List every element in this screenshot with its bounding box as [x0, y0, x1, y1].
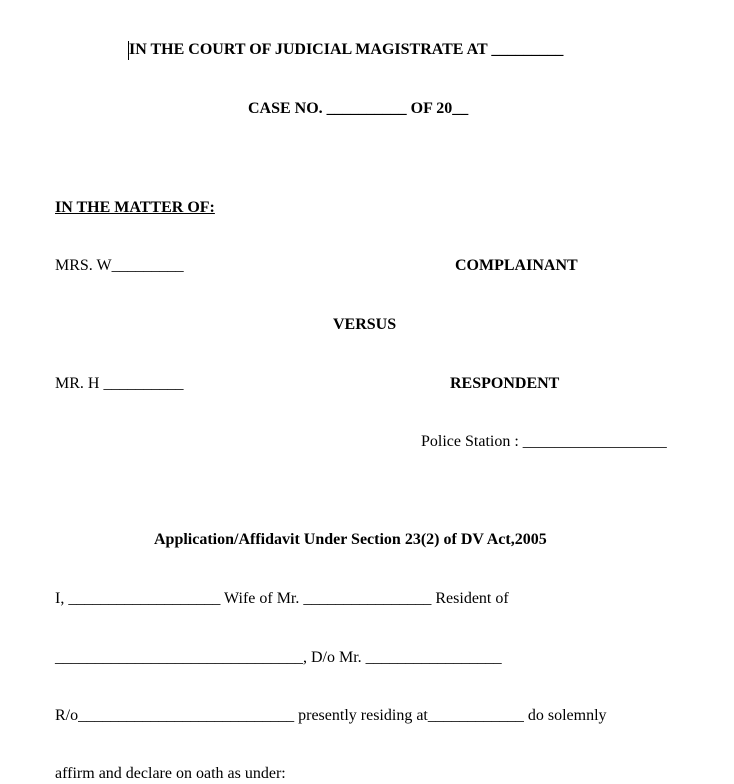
- police-station: Police Station : __________________: [421, 433, 667, 450]
- body-line-2: _______________________________, D/o Mr. _________________: [55, 649, 502, 666]
- complainant-role: COMPLAINANT: [455, 257, 578, 274]
- case-number: CASE NO. __________ OF 20__: [248, 100, 469, 117]
- application-title: Application/Affidavit Under Section 23(2) of DV Act,2005: [154, 531, 547, 548]
- complainant-name: MRS. W_________: [55, 257, 184, 274]
- court-heading: IN THE COURT OF JUDICIAL MAGISTRATE AT _________: [129, 41, 564, 58]
- respondent-role: RESPONDENT: [450, 375, 560, 392]
- versus-label: VERSUS: [333, 316, 397, 333]
- matter-label: IN THE MATTER OF:: [55, 199, 215, 216]
- body-line-4: affirm and declare on oath as under:: [55, 765, 286, 782]
- body-line-3: R/o___________________________ presently residing at____________ do solemnly: [55, 707, 607, 724]
- body-line-1: I, ___________________ Wife of Mr. ________________ Resident of: [55, 590, 509, 607]
- respondent-name: MR. H __________: [55, 375, 184, 392]
